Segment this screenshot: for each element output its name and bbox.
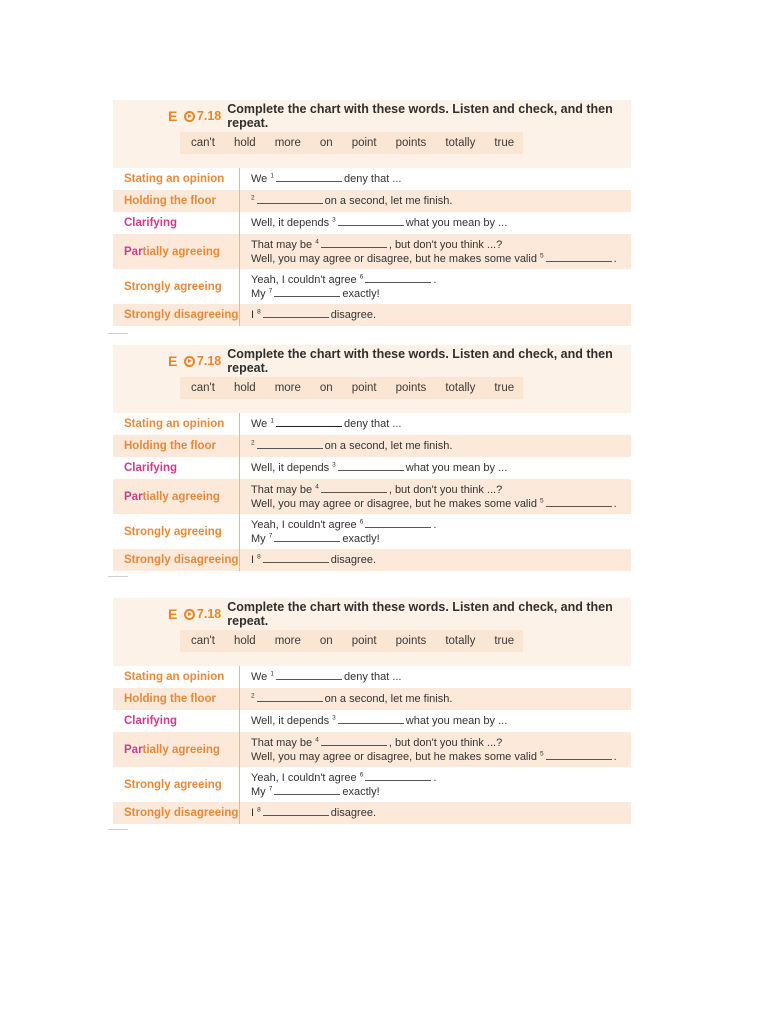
sentence-line <box>251 194 452 208</box>
gap-number: 3 <box>332 714 336 722</box>
sentence-start: Well, you may agree or disagree, but he makes some valid <box>251 497 537 510</box>
sentence-line <box>251 692 452 706</box>
chart-row <box>113 168 631 190</box>
sentence-end: , but don't you think ...? <box>388 238 503 251</box>
row-label <box>113 234 240 269</box>
sentence-line <box>251 750 617 764</box>
answer-blank[interactable] <box>276 172 342 182</box>
row-label: Strongly agreeing <box>113 269 240 304</box>
gap-number: 4 <box>315 237 319 245</box>
answer-blank[interactable] <box>321 736 387 746</box>
word-bank-item: point <box>351 137 377 149</box>
sentence-end: . <box>433 518 437 531</box>
word-bank-item: can't <box>191 137 215 149</box>
row-label: Stating an opinion <box>113 168 240 190</box>
gap-number: 8 <box>257 806 261 814</box>
sentence-end: . <box>433 771 437 784</box>
audio-play-icon[interactable] <box>184 609 195 620</box>
word-bank <box>180 630 523 652</box>
word-bank-item: points <box>395 635 427 647</box>
sentence-end: on a second, let me finish. <box>324 195 453 207</box>
sentence-end: . <box>613 497 617 510</box>
gap-number: 1 <box>270 417 274 425</box>
sentence-line <box>251 736 617 750</box>
row-sentences <box>240 172 401 186</box>
sentence-line <box>251 771 436 785</box>
word-bank-item: totally <box>445 137 476 149</box>
row-sentences <box>240 553 376 567</box>
sentence-end: on a second, let me finish. <box>324 440 453 452</box>
sentence-end: disagree. <box>330 554 377 566</box>
sentence-start: I <box>251 554 255 566</box>
chart-row <box>113 190 631 212</box>
row-label-rest: tially agreeing <box>142 490 220 503</box>
sentence-line <box>251 417 401 431</box>
row-sentences <box>240 273 436 301</box>
gap-number: 5 <box>540 251 544 259</box>
sentence-line <box>251 287 436 301</box>
gap-number: 2 <box>251 439 255 447</box>
audio-play-icon[interactable] <box>184 356 195 367</box>
row-sentences <box>240 216 507 230</box>
row-sentences <box>240 483 617 511</box>
word-bank-item: more <box>274 137 301 149</box>
exercise-letter: E <box>168 606 178 622</box>
answer-blank[interactable] <box>263 308 329 318</box>
row-label: Strongly disagreeing <box>113 304 240 326</box>
exercise-letter: E <box>168 353 178 369</box>
row-sentences <box>240 670 401 684</box>
sentence-line <box>251 532 436 546</box>
row-sentences <box>240 308 376 322</box>
gap-number: 7 <box>268 784 273 792</box>
gap-number: 5 <box>540 496 544 504</box>
sentence-line <box>251 483 617 497</box>
answer-blank[interactable] <box>257 439 323 449</box>
sentence-start: That may be <box>251 483 313 496</box>
word-bank-item: on <box>319 635 333 647</box>
row-label: Strongly agreeing <box>113 514 240 549</box>
row-sentences <box>240 714 507 728</box>
answer-blank[interactable] <box>321 238 387 248</box>
chart-row <box>113 413 631 435</box>
gap-number: 4 <box>315 482 319 490</box>
exercise-heading <box>113 598 631 630</box>
chart-row <box>113 767 631 802</box>
word-bank-item: hold <box>233 382 256 394</box>
row-sentences <box>240 238 617 266</box>
row-label <box>113 479 240 514</box>
sentence-line <box>251 273 436 287</box>
sentence-start: Well, you may agree or disagree, but he makes some valid <box>251 252 537 265</box>
sentence-end: . <box>433 273 437 286</box>
gap-number: 1 <box>270 670 274 678</box>
answer-blank[interactable] <box>546 497 612 507</box>
word-bank-item: points <box>395 137 427 149</box>
sentence-line <box>251 461 507 475</box>
row-sentences <box>240 771 436 799</box>
answer-blank[interactable] <box>365 273 431 283</box>
sentence-end: deny that ... <box>344 173 402 185</box>
sentence-end: disagree. <box>330 807 377 819</box>
sentence-line <box>251 806 376 820</box>
sentence-start: We <box>251 418 268 430</box>
chart-row <box>113 212 631 234</box>
row-sentences <box>240 417 401 431</box>
chart-row <box>113 802 631 824</box>
row-sentences <box>240 194 452 208</box>
exercise-panel <box>113 598 631 824</box>
row-label: Strongly agreeing <box>113 767 240 802</box>
sentence-start: Yeah, I couldn't agree <box>251 273 357 286</box>
sentence-end: what you mean by ... <box>405 217 508 229</box>
sentence-line <box>251 497 617 511</box>
chart-row <box>113 666 631 688</box>
gap-number: 6 <box>359 517 364 525</box>
sentence-start: Yeah, I couldn't agree <box>251 518 357 531</box>
row-sentences <box>240 806 376 820</box>
sentence-line <box>251 553 376 567</box>
row-label <box>113 732 240 767</box>
word-bank-item: hold <box>233 137 256 149</box>
chart-row <box>113 688 631 710</box>
row-label-highlight: Par <box>124 245 143 258</box>
word-bank-item: can't <box>191 382 215 394</box>
answer-blank[interactable] <box>263 553 329 563</box>
sentence-line <box>251 714 507 728</box>
exercise-panel <box>113 345 631 571</box>
row-label: Clarifying <box>113 212 240 234</box>
sentence-start: We <box>251 173 268 185</box>
chart-row <box>113 269 631 304</box>
word-bank-item: totally <box>445 382 476 394</box>
gap-number: 6 <box>359 272 364 280</box>
sentence-start: My <box>251 785 266 798</box>
sentence-line <box>251 670 401 684</box>
answer-blank[interactable] <box>365 518 431 528</box>
sentence-end: exactly! <box>342 785 380 798</box>
sentence-start: That may be <box>251 238 313 251</box>
row-label-highlight: Par <box>124 490 143 503</box>
sentence-start: My <box>251 287 266 300</box>
sentence-line <box>251 172 401 186</box>
word-bank-item: can't <box>191 635 215 647</box>
sentence-start: Well, you may agree or disagree, but he makes some valid <box>251 750 537 763</box>
chart-row <box>113 457 631 479</box>
phrase-chart <box>113 168 631 326</box>
word-bank-item: true <box>494 635 515 647</box>
word-bank-item: point <box>351 635 377 647</box>
word-bank-item: hold <box>233 635 256 647</box>
sentence-end: . <box>613 252 617 265</box>
chart-row <box>113 549 631 571</box>
row-sentences <box>240 461 507 475</box>
page-edge-mark <box>108 333 128 334</box>
audio-play-icon[interactable] <box>184 111 195 122</box>
word-bank <box>180 132 523 154</box>
word-bank-item: on <box>319 137 333 149</box>
sentence-line <box>251 252 617 266</box>
gap-number: 7 <box>268 286 273 294</box>
chart-row <box>113 304 631 326</box>
sentence-start: I <box>251 807 255 819</box>
row-sentences <box>240 692 452 706</box>
answer-blank[interactable] <box>257 692 323 702</box>
sentence-end: what you mean by ... <box>405 715 508 727</box>
word-bank-item: points <box>395 382 427 394</box>
sentence-end: exactly! <box>342 287 380 300</box>
answer-blank[interactable] <box>365 771 431 781</box>
sentence-start: My <box>251 532 266 545</box>
answer-blank[interactable] <box>274 532 340 542</box>
sentence-line <box>251 785 436 799</box>
sentence-start: Well, it depends <box>251 462 330 474</box>
gap-number: 8 <box>257 308 261 316</box>
sentence-start: Well, it depends <box>251 715 330 727</box>
sentence-start: That may be <box>251 736 313 749</box>
phrase-chart <box>113 666 631 824</box>
chart-row <box>113 514 631 549</box>
exercise-letter: E <box>168 108 178 124</box>
answer-blank[interactable] <box>321 483 387 493</box>
answer-blank[interactable] <box>263 806 329 816</box>
gap-number: 3 <box>332 216 336 224</box>
chart-row <box>113 435 631 457</box>
gap-number: 7 <box>268 531 273 539</box>
row-sentences <box>240 736 617 764</box>
word-bank-item: more <box>274 382 301 394</box>
page-edge-mark <box>108 576 128 577</box>
chart-row <box>113 710 631 732</box>
gap-number: 5 <box>540 749 544 757</box>
sentence-line <box>251 518 436 532</box>
answer-blank[interactable] <box>546 750 612 760</box>
word-bank-item: true <box>494 382 515 394</box>
sentence-end: . <box>613 750 617 763</box>
sentence-line <box>251 439 452 453</box>
gap-number: 1 <box>270 172 274 180</box>
exercise-heading <box>113 345 631 377</box>
word-bank-item: more <box>274 635 301 647</box>
gap-number: 8 <box>257 553 261 561</box>
phrase-chart <box>113 413 631 571</box>
row-label-rest: tially agreeing <box>142 245 220 258</box>
row-label-highlight: Par <box>124 743 143 756</box>
sentence-end: disagree. <box>330 309 377 321</box>
page-edge-mark <box>108 829 128 830</box>
row-label: Clarifying <box>113 710 240 732</box>
word-bank-item: point <box>351 382 377 394</box>
row-label: Strongly disagreeing <box>113 549 240 571</box>
row-label: Holding the floor <box>113 190 240 212</box>
word-bank-item: on <box>319 382 333 394</box>
track-number: 7.18 <box>196 109 222 123</box>
answer-blank[interactable] <box>338 216 404 226</box>
sentence-end: on a second, let me finish. <box>324 693 453 705</box>
sentence-start: Well, it depends <box>251 217 330 229</box>
chart-row <box>113 234 631 269</box>
row-label-rest: tially agreeing <box>142 743 220 756</box>
sentence-end: , but don't you think ...? <box>388 483 503 496</box>
row-label: Clarifying <box>113 457 240 479</box>
answer-blank[interactable] <box>276 417 342 427</box>
chart-row <box>113 732 631 767</box>
row-sentences <box>240 518 436 546</box>
track-number: 7.18 <box>196 354 222 368</box>
exercise-instruction: Complete the chart with these words. Listen and check, and then repeat. <box>227 347 613 375</box>
exercise-instruction: Complete the chart with these words. Listen and check, and then repeat. <box>227 600 613 628</box>
sentence-start: I <box>251 309 255 321</box>
gap-number: 2 <box>251 692 255 700</box>
row-label: Stating an opinion <box>113 666 240 688</box>
answer-blank[interactable] <box>338 461 404 471</box>
word-bank-item: totally <box>445 635 476 647</box>
word-bank <box>180 377 523 399</box>
sentence-end: deny that ... <box>344 418 402 430</box>
word-bank-item: true <box>494 137 515 149</box>
sentence-end: deny that ... <box>344 671 402 683</box>
row-sentences <box>240 439 452 453</box>
row-label: Holding the floor <box>113 688 240 710</box>
row-label: Strongly disagreeing <box>113 802 240 824</box>
answer-blank[interactable] <box>274 287 340 297</box>
answer-blank[interactable] <box>546 252 612 262</box>
gap-number: 3 <box>332 461 336 469</box>
sentence-line <box>251 238 617 252</box>
exercise-heading <box>113 100 631 132</box>
gap-number: 6 <box>359 770 364 778</box>
exercise-instruction: Complete the chart with these words. Listen and check, and then repeat. <box>227 102 613 130</box>
answer-blank[interactable] <box>338 714 404 724</box>
sentence-line <box>251 216 507 230</box>
gap-number: 4 <box>315 735 319 743</box>
track-number: 7.18 <box>196 607 222 621</box>
sentence-line <box>251 308 376 322</box>
sentence-start: Yeah, I couldn't agree <box>251 771 357 784</box>
gap-number: 2 <box>251 194 255 202</box>
answer-blank[interactable] <box>257 194 323 204</box>
answer-blank[interactable] <box>274 785 340 795</box>
chart-row <box>113 479 631 514</box>
sentence-end: what you mean by ... <box>405 462 508 474</box>
sentence-end: , but don't you think ...? <box>388 736 503 749</box>
answer-blank[interactable] <box>276 670 342 680</box>
row-label: Holding the floor <box>113 435 240 457</box>
sentence-end: exactly! <box>342 532 380 545</box>
exercise-panel <box>113 100 631 326</box>
row-label: Stating an opinion <box>113 413 240 435</box>
sentence-start: We <box>251 671 268 683</box>
